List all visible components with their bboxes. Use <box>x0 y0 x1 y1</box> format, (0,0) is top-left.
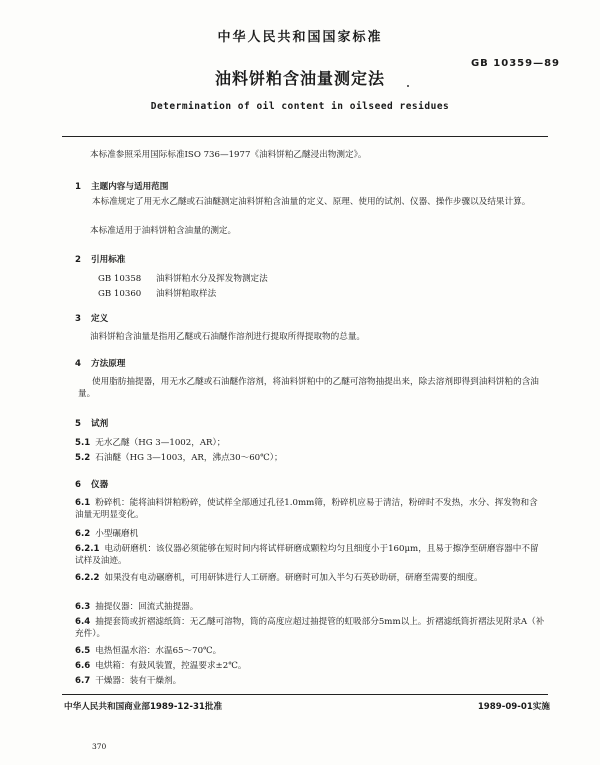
item-text: 如果没有电动碾磨机，可用研钵进行人工研磨。研磨时可加入半匀石英砂助研，研磨至需要的细度。 <box>104 573 483 583</box>
section-4-heading <box>75 357 125 369</box>
item-number: 5.1 <box>75 438 91 448</box>
reference-gb10358 <box>98 272 268 284</box>
approval-line: 中华人民共和国商业部1989-12-31批准 <box>64 702 223 712</box>
header-divider <box>62 136 548 137</box>
section-5-heading <box>75 417 108 429</box>
item-text: 抽提套筒或折褶滤纸筒：无乙醚可溶物，筒的高度应超过抽提管的虹吸部分5mm以上。折褶滤纸筒折褶法见附录A（补充件）。 <box>75 617 545 640</box>
item-6-3 <box>75 601 545 613</box>
item-text: 电热恒温水浴：水温65～70℃。 <box>95 646 222 656</box>
item-5-2 <box>75 452 545 464</box>
national-standard-header: 中华人民共和国国家标准 <box>217 30 383 45</box>
item-number: 6.1 <box>75 498 91 508</box>
item-text: 无水乙醚（HG 3—1002，AR）； <box>95 438 226 448</box>
section-number: 4 <box>75 359 81 369</box>
item-text: 电烘箱：有鼓风装置，控温要求±2℃。 <box>95 661 247 671</box>
item-6-5 <box>75 645 545 657</box>
item-number: 6.2.2 <box>75 573 100 583</box>
stray-dot <box>407 85 409 87</box>
section-1-heading <box>75 180 168 192</box>
section-number: 5 <box>75 419 81 429</box>
section-4-paragraph <box>78 376 546 401</box>
section-1-paragraph-2: 本标准适用于油料饼粕含油量的测定。 <box>90 226 237 236</box>
item-6-6 <box>75 660 545 672</box>
standard-number: GB 10359—89 <box>470 58 560 69</box>
section-3-paragraph: 油料饼粕含油量是指用乙醚或石油醚作溶剂进行提取所得提取物的总量。 <box>90 332 366 342</box>
reference-code: GB 10360 <box>98 289 142 299</box>
implementation-date: 1989-09-01实施 <box>477 702 550 712</box>
item-number: 6.4 <box>75 617 91 627</box>
item-number: 6.7 <box>75 676 91 686</box>
item-number: 6.2 <box>75 529 91 539</box>
section-2-heading <box>75 253 125 265</box>
item-5-1 <box>75 437 545 449</box>
item-6-2 <box>75 528 545 540</box>
section-number: 3 <box>75 314 81 324</box>
paragraph-text: 使用脂肪抽提器，用无水乙醚或石油醚作溶剂，将油料饼粕中的乙醚可溶物抽提出来，除去溶剂即得到油料饼粕的含油量。 <box>78 377 539 400</box>
item-6-4 <box>75 616 545 641</box>
item-text: 抽提仪器：回流式抽提器。 <box>95 602 199 612</box>
item-text: 电动研磨机：该仪器必须能够在短时间内将试样研磨成颗粒均匀且细度小于160μm，且易于擦净至研磨容器中不留试样及油迹。 <box>75 544 539 567</box>
reference-name: 油料饼粕水分及挥发物测定法 <box>156 274 268 284</box>
item-text: 小型碾磨机 <box>95 529 139 539</box>
section-6-heading <box>75 478 108 490</box>
item-number: 6.2.1 <box>75 544 100 554</box>
section-title: 主题内容与适用范围 <box>91 182 169 192</box>
item-number: 6.6 <box>75 661 91 671</box>
section-title: 定义 <box>91 314 109 324</box>
paragraph-text: 本标准规定了用无水乙醚或石油醚测定油料饼粕含油量的定义、原理、使用的试剂、仪器、操作步骤以及结果计算。 <box>92 197 531 207</box>
item-number: 5.2 <box>75 453 91 463</box>
intro-paragraph: 本标准参照采用国际标准ISO 736—1977《油料饼粕乙醚浸出物测定》。 <box>90 150 367 160</box>
section-title: 方法原理 <box>91 359 126 369</box>
reference-name: 油料饼粕取样法 <box>156 289 217 299</box>
section-number: 1 <box>75 182 81 192</box>
section-title: 仪器 <box>91 480 109 490</box>
item-text: 粉碎机：能将油料饼粕粉碎，使试样全部通过孔径1.0mm筛，粉碎机应易于清洁，粉碎时不发热，水分、挥发物和含油量无明显变化。 <box>75 498 538 521</box>
item-6-7 <box>75 675 545 687</box>
item-text: 石油醚（HG 3—1003，AR，沸点30～60℃）； <box>95 453 283 463</box>
section-number: 2 <box>75 255 81 265</box>
reference-gb10360 <box>98 287 216 299</box>
page-number: 370 <box>92 742 107 751</box>
item-6-2-2 <box>75 572 545 584</box>
item-number: 6.3 <box>75 602 91 612</box>
document-title-zh: 油料饼粕含油量测定法 <box>214 69 385 88</box>
document-title-en: Determination of oil content in oilseed residues <box>150 101 450 112</box>
section-title: 引用标准 <box>91 255 126 265</box>
item-6-1 <box>75 497 545 522</box>
section-3-heading <box>75 312 108 324</box>
footer-divider <box>62 694 548 695</box>
item-6-2-1 <box>75 543 545 568</box>
reference-code: GB 10358 <box>98 274 142 284</box>
item-number: 6.5 <box>75 646 91 656</box>
section-title: 试剂 <box>91 419 109 429</box>
section-number: 6 <box>75 480 81 490</box>
section-1-paragraph-1 <box>78 196 546 208</box>
item-text: 干燥器：装有干燥剂。 <box>95 676 182 686</box>
